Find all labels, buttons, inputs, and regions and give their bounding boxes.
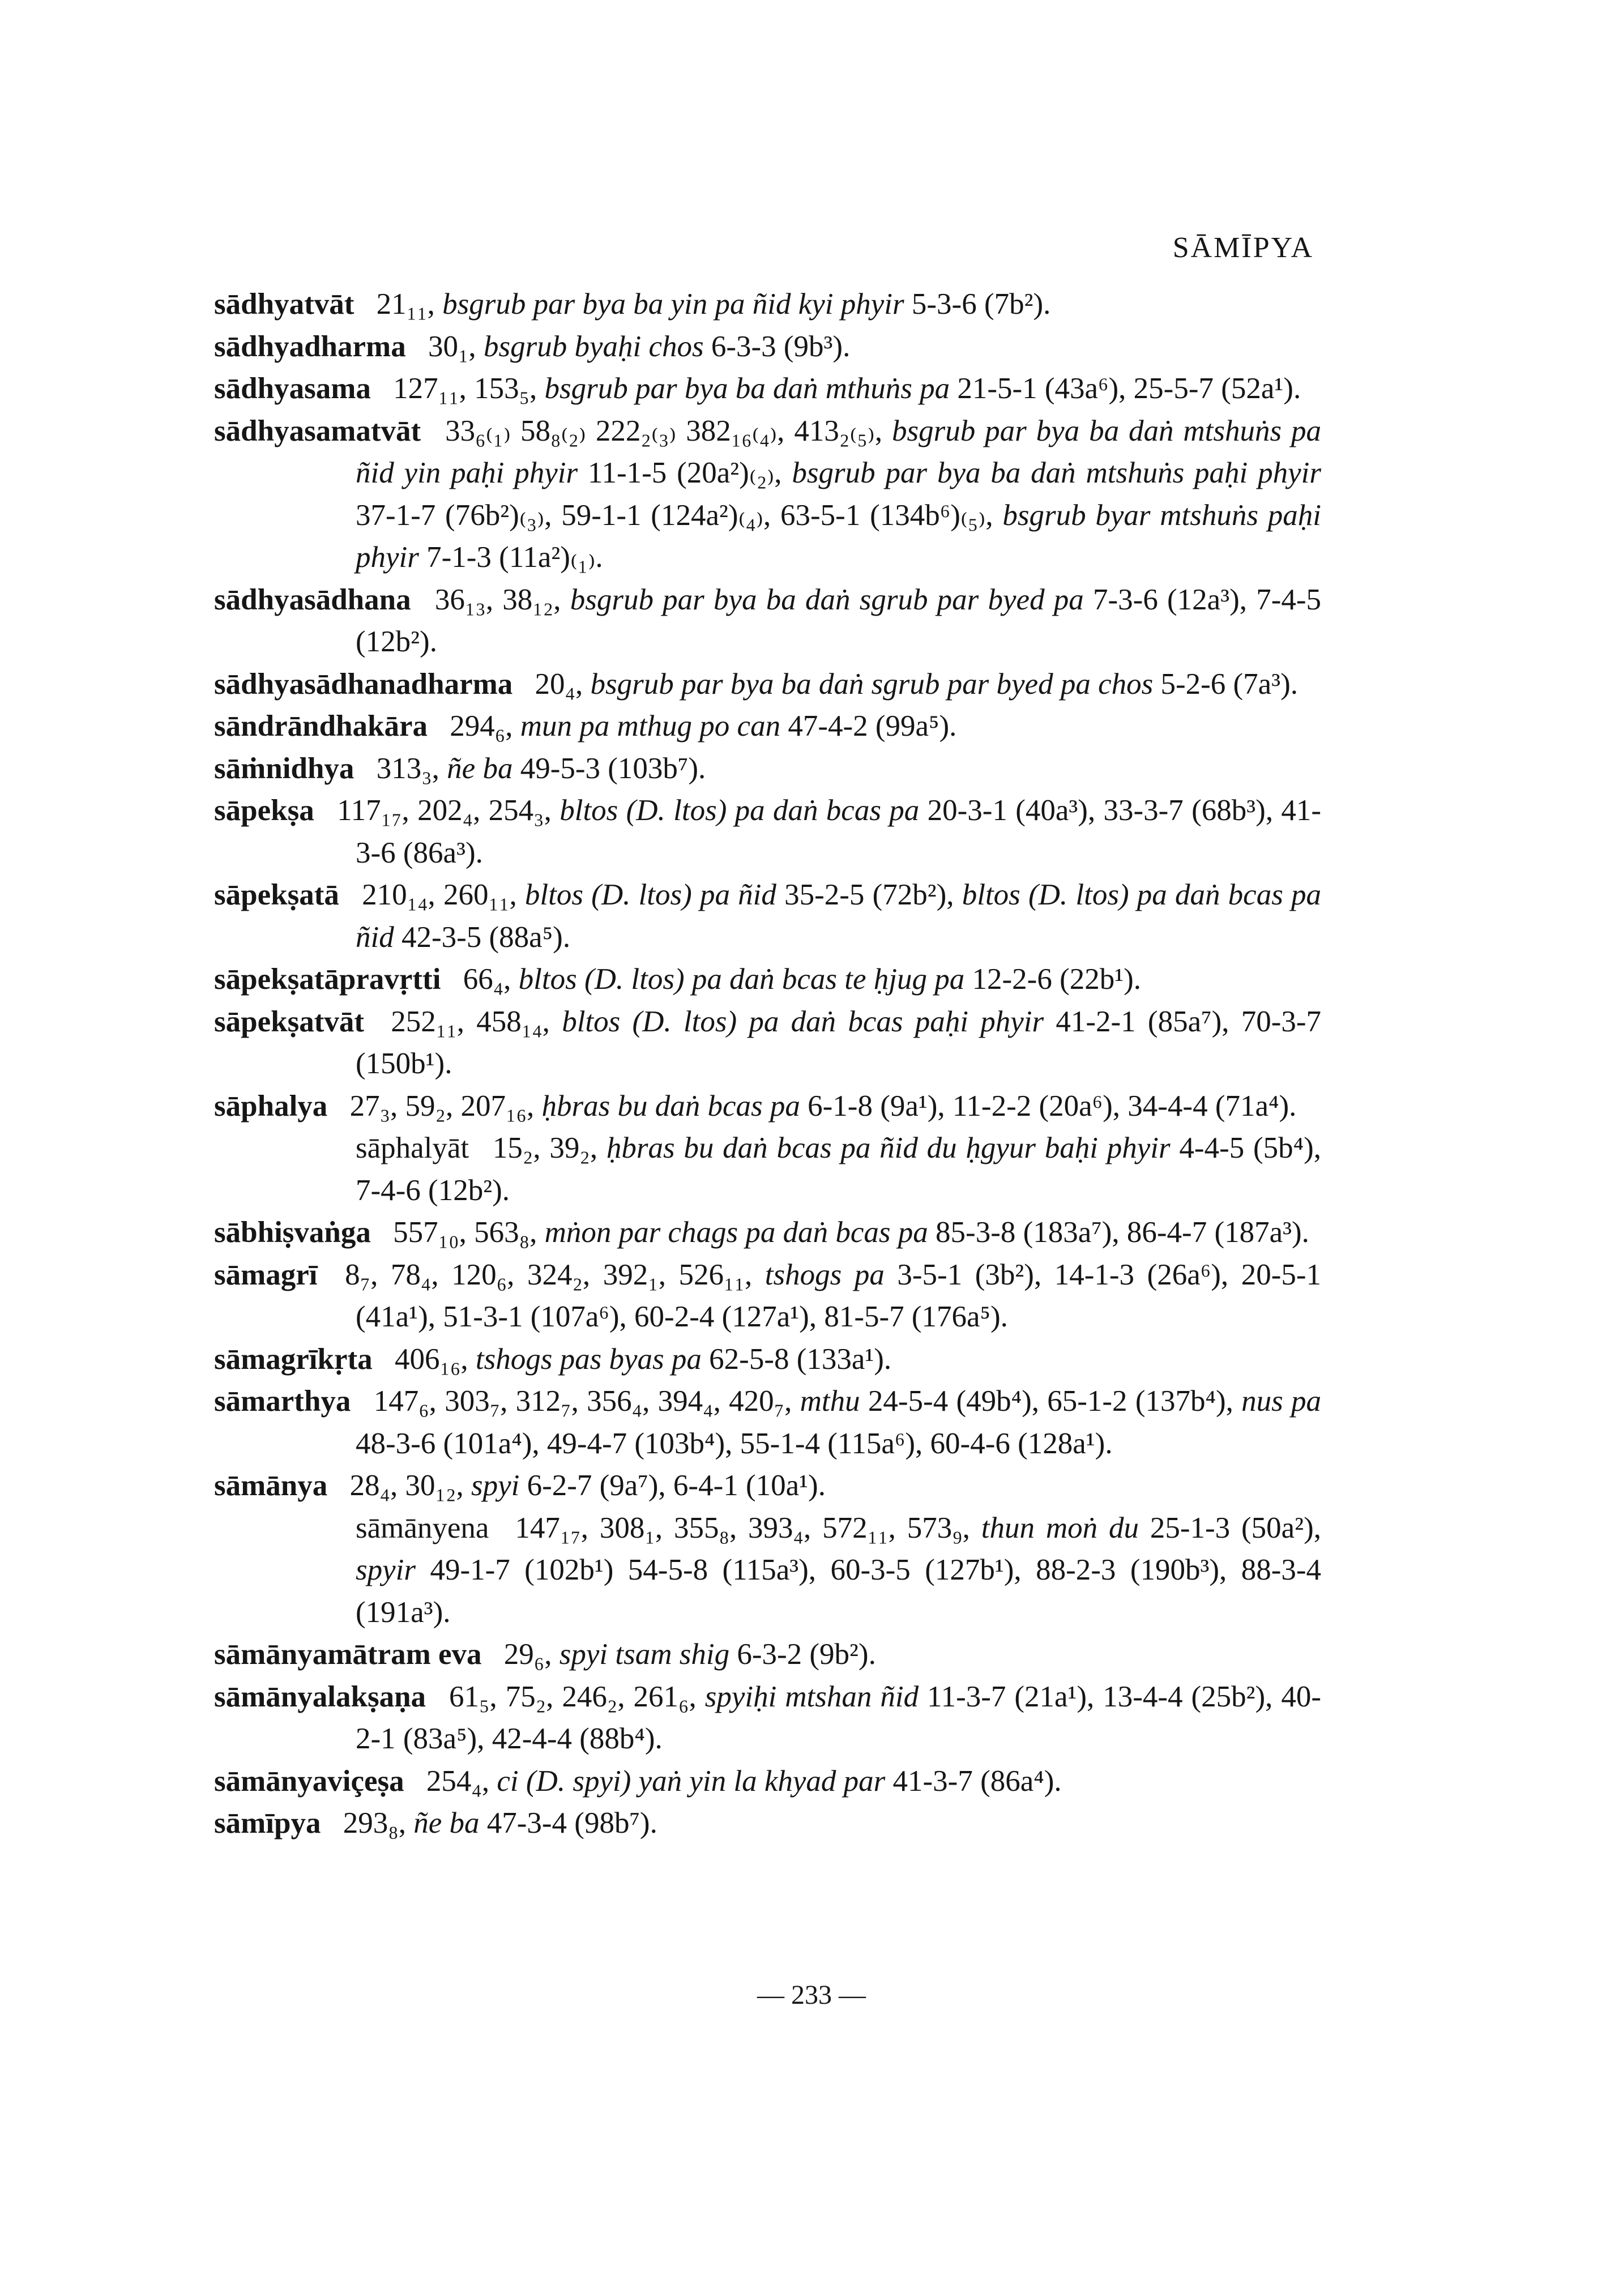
entry-location: 5-3-6 (7b²). <box>911 288 1051 321</box>
entry-headword: sāmānyamātram eva <box>214 1638 482 1671</box>
dictionary-entry <box>214 1001 1321 1085</box>
entry-references: 254₄, <box>426 1764 490 1798</box>
sub-entry <box>214 1127 1321 1211</box>
entry-references: 61₅, 75₂, 246₂, 261₆, <box>449 1680 697 1713</box>
entry-headword: sāmānyena <box>356 1511 489 1544</box>
entry-references: 30₁, <box>428 330 476 363</box>
dictionary-entry <box>214 1760 1321 1803</box>
entry-references: 557₁₀, 563₈, <box>393 1216 537 1249</box>
entry-headword: sāpekṣatvāt <box>214 1005 365 1038</box>
tibetan-equivalent: mṅon par chags pa daṅ bcas pa <box>544 1216 928 1249</box>
entry-references: 210₁₄, 260₁₁, <box>362 878 517 911</box>
entry-headword: sāmagrīkṛta <box>214 1342 373 1376</box>
dictionary-entry <box>214 1676 1321 1760</box>
entry-references: 252₁₁, 458₁₄, <box>391 1005 550 1038</box>
dictionary-entry <box>214 579 1321 663</box>
entry-references: 20₄, <box>535 667 583 701</box>
entry-location: 47-3-4 (98b⁷). <box>486 1807 657 1840</box>
sub-entry <box>214 1507 1321 1634</box>
tibetan-equivalent: bltos (D. ltos) pa daṅ bcas pa <box>559 794 920 827</box>
tibetan-equivalent: bsgrub par bya ba yin pa ñid kyi phyir <box>442 288 904 321</box>
tibetan-equivalent: mun pa mthug po can <box>520 710 781 742</box>
entry-references: 147₁₇, 308₁, 355₈, 393₄, 572₁₁, 573₉, <box>515 1511 970 1544</box>
entry-headword: sāphalyāt <box>356 1132 469 1164</box>
tibetan-equivalent: bsgrub par bya ba daṅ sgrub par byed pa chos <box>590 667 1154 701</box>
entry-location: 6-1-8 (9a¹), 11-2-2 (20a⁶), 34-4-4 (71a⁴). <box>808 1089 1297 1123</box>
entry-headword: sāṁnidhya <box>214 752 355 785</box>
entry-location: 11-1-5 (20a²)₍₂₎, <box>587 456 782 489</box>
tibetan-equivalent: nus pa <box>1241 1385 1321 1418</box>
entry-references: 293₈, <box>343 1807 406 1840</box>
entry-location: 20-3-1 (40a³), 33-3-7 (68b³), 41-3-6 (86a³). <box>356 794 1322 869</box>
entry-headword: sāmānyalakṣaṇa <box>214 1680 426 1713</box>
tibetan-equivalent: mthu <box>800 1385 860 1418</box>
entry-headword: sādhyasamatvāt <box>214 414 421 447</box>
entry-headword: sāpekṣatā <box>214 878 339 911</box>
tibetan-equivalent: tshogs pas byas pa <box>475 1342 702 1376</box>
entry-location: 47-4-2 (99a⁵). <box>788 710 957 742</box>
tibetan-equivalent: bltos (D. ltos) pa daṅ bcas paḥi phyir <box>562 1005 1044 1038</box>
entry-headword: sādhyasādhanadharma <box>214 667 513 701</box>
entry-headword: sāmānya <box>214 1469 328 1502</box>
dictionary-entry <box>214 789 1321 874</box>
dictionary-entry <box>214 1802 1321 1845</box>
dictionary-entry <box>214 874 1321 958</box>
entry-references: 117₁₇, 202₄, 254₃, <box>337 794 552 827</box>
tibetan-equivalent: tshogs pa <box>764 1258 885 1291</box>
dictionary-entry <box>214 958 1321 1001</box>
tibetan-equivalent: bsgrub par bya ba daṅ sgrub par byed pa <box>570 583 1084 616</box>
tibetan-equivalent: bsgrub byaḥi chos <box>483 330 704 363</box>
tibetan-equivalent: bsgrub par bya ba daṅ mtshuṅs paḥi phyir <box>792 456 1321 489</box>
entry-location: 49-5-3 (103b⁷). <box>520 752 706 785</box>
entry-location: 6-2-7 (9a⁷), 6-4-1 (10a¹). <box>527 1469 826 1502</box>
tibetan-equivalent: ñe ba <box>447 752 513 785</box>
entry-location: 41-3-7 (86a⁴). <box>892 1764 1062 1798</box>
tibetan-equivalent: thun moṅ du <box>981 1511 1139 1544</box>
tibetan-equivalent: spyi <box>471 1469 520 1502</box>
dictionary-entry <box>214 1633 1321 1676</box>
entry-headword: sādhyatvāt <box>214 288 355 321</box>
entry-location: 7-3-6 (12a³), 7-4-5 (12b²). <box>356 583 1322 658</box>
entry-location: 25-1-3 (50a²), <box>1150 1511 1321 1544</box>
dictionary-entry <box>214 1338 1321 1381</box>
dictionary-entry <box>214 748 1321 790</box>
dictionary-entry <box>214 1254 1321 1338</box>
entry-references: 8₇, 78₄, 120₆, 324₂, 392₁, 526₁₁, <box>345 1258 753 1291</box>
tibetan-equivalent: spyi tsam shig <box>559 1638 730 1671</box>
tibetan-equivalent: bltos (D. ltos) pa ñid <box>524 878 776 911</box>
entry-location: 85-3-8 (183a⁷), 86-4-7 (187a³). <box>936 1216 1309 1249</box>
tibetan-equivalent: bsgrub par bya ba daṅ mthuṅs pa <box>544 372 950 405</box>
entry-headword: sābhiṣvaṅga <box>214 1216 371 1249</box>
entry-headword: sāpekṣa <box>214 794 314 827</box>
entry-references: 15₂, 39₂, <box>492 1132 598 1164</box>
entry-location: 6-3-3 (9b³). <box>711 330 851 363</box>
tibetan-equivalent: ñe ba <box>413 1807 480 1840</box>
entry-references: 28₄, 30₁₂, <box>349 1469 464 1502</box>
entry-location: 3-5-1 (3b²), 14-1-3 (26a⁶), 20-5-1 (41a¹), 51-3-1 (107a⁶), 60-2-4 (127a¹), 81-5-7 (176a⁵). <box>356 1258 1322 1333</box>
entry-location: 49-1-7 (102b¹) 54-5-8 (115a³), 60-3-5 (127b¹), 88-2-3 (190b³), 88-3-4 (191a³). <box>356 1554 1321 1629</box>
tibetan-equivalent: bltos (D. ltos) pa daṅ bcas pa ñid <box>356 878 1322 954</box>
page-number: — 233 — <box>757 1980 866 2010</box>
entry-headword: sāphalya <box>214 1089 328 1123</box>
entry-location: 41-2-1 (85a⁷), 70-3-7 (150b¹). <box>356 1005 1322 1080</box>
tibetan-equivalent: ci (D. spyi) yaṅ yin la khyad par <box>497 1764 886 1798</box>
entry-location: 11-3-7 (21a¹), 13-4-4 (25b²), 40-2-1 (83a⁵), 42-4-4 (88b⁴). <box>356 1680 1322 1755</box>
entry-references: 406₁₆, <box>394 1342 468 1376</box>
dictionary-entry <box>214 283 1321 326</box>
dictionary-entry <box>214 410 1321 579</box>
entry-references: 313₃, <box>376 752 439 785</box>
entry-references: 33₆₍₁₎ 58₈₍₂₎ 222₂₍₃₎ 382₁₆₍₄₎, 413₂₍₅₎, <box>445 414 883 447</box>
dictionary-entry <box>214 1085 1321 1128</box>
entry-location: 62-5-8 (133a¹). <box>709 1342 892 1376</box>
entry-references: 127₁₁, 153₅, <box>393 372 537 405</box>
entry-location: 35-2-5 (72b²), <box>784 878 954 911</box>
tibetan-equivalent: ḥbras bu daṅ bcas pa <box>541 1089 800 1123</box>
entry-location: 6-3-2 (9b²). <box>737 1638 876 1671</box>
entry-headword: sādhyasādhana <box>214 583 411 616</box>
entry-references: 29₆, <box>503 1638 552 1671</box>
dictionary-entry <box>214 1465 1321 1507</box>
dictionary-entry <box>214 326 1321 368</box>
dictionary-entry <box>214 705 1321 748</box>
entry-references: 294₆, <box>450 710 513 742</box>
tibetan-equivalent: spyiḥi mtshan ñid <box>704 1680 919 1713</box>
entry-location: 37-1-7 (76b²)₍₃₎, 59-1-1 (124a²)₍₄₎, 63-5-1 (134b⁶)₍₅₎, <box>356 498 993 532</box>
entry-list <box>214 283 1321 1845</box>
entry-headword: sāmīpya <box>214 1807 321 1840</box>
entry-location: 48-3-6 (101a⁴), 49-4-7 (103b⁴), 55-1-4 (115a⁶), 60-4-6 (128a¹). <box>356 1427 1113 1460</box>
entry-location: 24-5-4 (49b⁴), 65-1-2 (137b⁴), <box>868 1385 1233 1418</box>
entry-headword: sāmagrī <box>214 1258 318 1291</box>
entry-headword: sādhyadharma <box>214 330 406 363</box>
entry-location: 12-2-6 (22b¹). <box>972 963 1142 996</box>
entry-references: 21₁₁, <box>376 288 435 321</box>
entry-headword: sāpekṣatāpravṛtti <box>214 963 441 996</box>
entry-references: 147₆, 303₇, 312₇, 356₄, 394₄, 420₇, <box>373 1385 792 1418</box>
entry-location: 5-2-6 (7a³). <box>1160 667 1298 701</box>
entry-location: 4-4-5 (5b⁴), 7-4-6 (12b²). <box>356 1132 1322 1207</box>
dictionary-entry <box>214 368 1321 410</box>
entry-location: 21-5-1 (43a⁶), 25-5-7 (52a¹). <box>957 372 1301 405</box>
entry-location: 42-3-5 (88a⁵). <box>401 920 571 954</box>
entry-headword: sāndrāndhakāra <box>214 710 428 742</box>
tibetan-equivalent: ḥbras bu daṅ bcas pa ñid du ḥgyur baḥi phyir <box>606 1132 1171 1164</box>
entry-location: 7-1-3 (11a²)₍₁₎. <box>426 541 603 574</box>
entry-references: 36₁₃, 38₁₂, <box>434 583 561 616</box>
tibetan-equivalent: spyir <box>356 1554 416 1586</box>
dictionary-entry <box>214 1211 1321 1254</box>
entry-references: 27₃, 59₂, 207₁₆, <box>349 1089 535 1123</box>
running-head: SĀMĪPYA <box>1172 232 1314 264</box>
entry-headword: sāmarthya <box>214 1385 351 1418</box>
dictionary-entry <box>214 1380 1321 1465</box>
entry-headword: sādhyasama <box>214 372 371 405</box>
entry-headword: sāmānyaviçeṣa <box>214 1764 404 1798</box>
tibetan-equivalent: bsgrub byar mtshuṅs paḥi phyir <box>356 498 1321 574</box>
tibetan-equivalent: bsgrub par bya ba daṅ mtshuṅs pa ñid yin paḥi phyir <box>356 414 1322 489</box>
dictionary-entry <box>214 663 1321 706</box>
entry-references: 66₄, <box>463 963 511 996</box>
tibetan-equivalent: bltos (D. ltos) pa daṅ bcas te ḥjug pa <box>518 963 965 996</box>
